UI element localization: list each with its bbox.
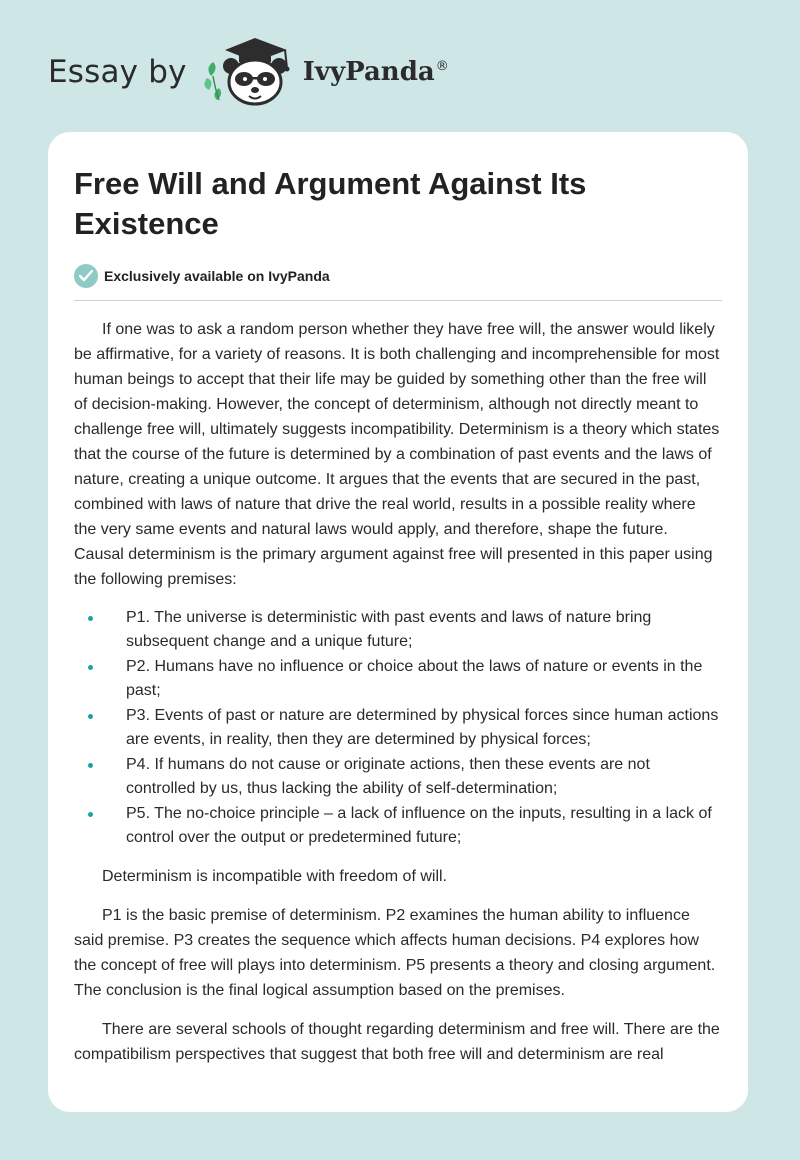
analysis-paragraph: P1 is the basic premise of determinism. P2 examines the human ability to influence said premise. P3 creates the sequence which affects human decisions. P4 explores how the concept of free will plays into determinism. P5 presents a theory and closing argument. The conclusion is the final logical assumption based on the premises. [74,907,716,999]
premise-text: P3. Events of past or nature are determined by physical forces since human actions are events, in reality, then they are determined by physical forces; [126,707,719,748]
premise-text: P1. The universe is deterministic with past events and laws of nature bring subsequent change and a unique future; [126,609,652,650]
premise-text: P4. If humans do not cause or originate actions, then these events are not controlled by us, thus lacking the ability of self-determination; [126,756,650,797]
intro-paragraph: If one was to ask a random person whether they have free will, the answer would likely be affirmative, for a variety of reasons. It is both challenging and incomprehensible for most human beings to accept that their life may be guided by something other than the free will of decision-making. However, the concept of determinism, although not directly meant to challenge free will, ultimately suggests incompatibility. Determinism is a theory which states that the course of the future is determined by a combination of past events and the laws of nature, creating a unique outcome. It argues that the events that are secured in the past, combined with laws of nature that drive the real world, results in a possible reality where the very same events and natural laws would apply, and therefore, shape the future. Causal determinism is the primary argument against free will presented in this paper using the following premises: [74,321,720,588]
bullet-icon [88,714,93,719]
premise-text: P2. Humans have no influence or choice about the laws of nature or events in the past; [126,658,703,699]
exclusive-badge [74,264,722,301]
list-item [74,606,722,654]
essay-by-label: Essay by [48,54,187,90]
panda-logo-icon[interactable] [201,36,297,108]
check-circle-icon [74,264,98,288]
bullet-icon [88,763,93,768]
premises-list [74,606,722,850]
essay-body [74,317,722,1067]
exclusive-badge-text: Exclusively available on IvyPanda [104,268,330,284]
bullet-icon [88,616,93,621]
conclusion-paragraph: Determinism is incompatible with freedom of will. [102,868,447,885]
essay-card [48,132,748,1112]
site-header [48,36,449,108]
list-item [74,802,722,850]
list-item [74,704,722,752]
page-title: Free Will and Argument Against Its Existence [74,166,587,241]
brand-name-text: IvyPanda [302,57,435,87]
ivypanda-wordmark[interactable] [303,57,449,87]
premise-text: P5. The no-choice principle – a lack of influence on the inputs, resulting in a lack of control over the output or predetermined future; [126,805,712,846]
bullet-icon [88,812,93,817]
trademark-symbol: ® [435,59,449,75]
list-item [74,753,722,801]
bullet-icon [88,665,93,670]
list-item [74,655,722,703]
schools-paragraph: There are several schools of thought regarding determinism and free will. There are the compatibilism perspectives that suggest that both free will and determinism are real [74,1021,720,1063]
